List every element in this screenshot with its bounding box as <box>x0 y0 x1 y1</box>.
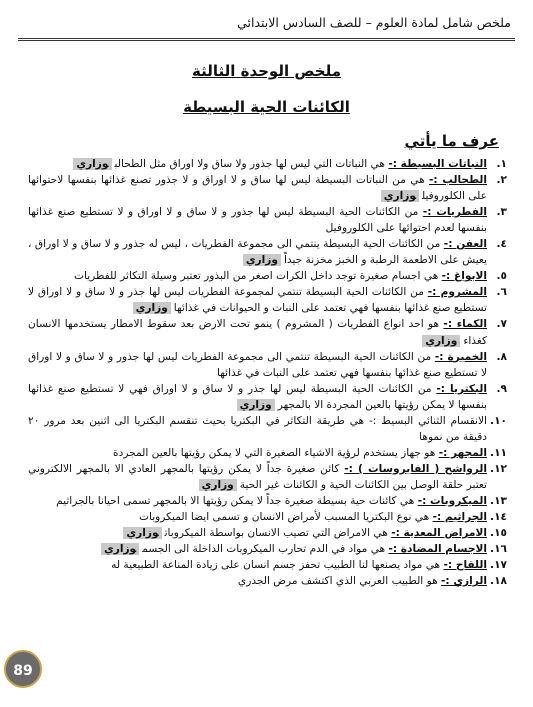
item-term: الاجسام المضادة :- <box>388 543 487 556</box>
topic-title: الكائنات الحية البسيطة <box>183 98 350 116</box>
ministerial-badge: وزاري <box>133 302 171 314</box>
item-term: المجهر :- <box>438 446 487 459</box>
list-item <box>28 509 507 525</box>
item-definition: الانقسام الثنائي البسيط :- هي طريقة التكاثر في البكتريا بحيث تنقسم البكتريا الى اثنين بعد مرور ٢٠ دقيقة من نموها <box>28 414 487 443</box>
list-item <box>28 156 507 172</box>
section-heading: عرف ما يأتي <box>404 132 499 150</box>
ministerial-badge: وزاري <box>123 527 161 539</box>
item-term: الجراثيم :- <box>432 511 487 524</box>
item-number: ٧. <box>496 318 507 331</box>
item-number: ٦. <box>496 286 507 299</box>
item-number: ١٥. <box>490 527 507 540</box>
item-number: ٢. <box>496 174 507 187</box>
item-number: ١٠. <box>490 414 507 427</box>
ministerial-badge: وزاري <box>422 335 460 347</box>
page-header: ملخص شامل لمادة العلوم – للصف السادس الابتدائي <box>18 8 515 41</box>
list-item <box>28 445 507 461</box>
item-number: ٣. <box>496 206 507 219</box>
item-term: الفطريات :- <box>422 206 487 219</box>
ministerial-badge: وزاري <box>237 399 275 411</box>
item-number: ١٣. <box>490 494 507 507</box>
list-item <box>28 557 507 573</box>
item-number: ٤. <box>496 238 507 251</box>
list-item <box>28 268 507 284</box>
list-item <box>28 204 507 236</box>
item-definition: هي النباتات التي ليس لها جذور ولا ساق ولا اوراق مثل الطحالب <box>114 158 389 170</box>
item-number: ١٨. <box>490 575 507 588</box>
list-item <box>28 461 507 493</box>
item-number: ١. <box>496 158 507 170</box>
list-item <box>28 284 507 316</box>
item-definition: من الكائنات الحية البسيطة تنتمي لمجموعة الفطريات ليس لها جذر و لا ساق و لا اوراق لا تستطيع صنع غذائها بنفسها فهي تعتمد على النبات و الحيوانات في غذائها <box>28 286 487 315</box>
item-definition: من الكائنات الحية البسيطة ليس لها جذر و لا ساق و لا اوراق فهي لا تستطيع صنع غذائها بنفسها لا يمكن رؤيتها بالعين المجردة الا بالمجهر <box>28 382 487 411</box>
ministerial-badge: وزاري <box>199 479 237 491</box>
item-term: الرواشح ( الفايروسات ) :- <box>344 462 487 475</box>
item-number: ١١. <box>490 446 507 459</box>
item-definition: هي كائنات حية بسيطة صغيرة جداً لا يمكن رؤيتها الا بالمجهر تسمى احيانا بالجراثيم <box>56 494 418 507</box>
item-definition: هي اجسام صغيرة توجد داخل الكرات اصغر من البذور تعتبر وسيلة التكاثر للفطريات <box>74 270 442 283</box>
item-definition: من الكائنات الحية البسيطة تنتمي الى مجموعة الفطريات ليس لها جذور و لا ساق و لا اوراق لا تستطيع صنع غذائها بنفسها فهي تعتمد على النبات في غذائها <box>28 350 487 379</box>
list-item <box>28 541 507 557</box>
item-definition: هي من النباتات البسيطة ليس لها ساق و لا اوراق و لا جذور تصنع غذائها بنفسها لاحتوائها على الكلوروفيل <box>28 174 487 203</box>
definitions-list <box>28 156 507 589</box>
item-term: الابواغ :- <box>441 270 487 283</box>
list-item <box>28 525 507 541</box>
item-definition: هي مواد في الدم تحارب الميكروبات الداخلة الى الجسم <box>142 543 389 556</box>
item-term: البكتريا :- <box>436 382 487 395</box>
item-number: ١٢. <box>490 462 507 475</box>
item-term: الخميرة :- <box>434 350 487 363</box>
unit-title: ملخص الوحدة الثالثة <box>191 62 342 80</box>
list-item <box>28 349 507 381</box>
item-number: ٥. <box>496 270 507 283</box>
item-term: الطحالب :- <box>428 174 487 187</box>
list-item <box>28 493 507 509</box>
item-term: الرازي :- <box>441 575 487 588</box>
list-item <box>28 316 507 348</box>
item-term: المشروم :- <box>427 286 487 299</box>
item-term: النباتات البسيطة :- <box>388 158 487 170</box>
item-term: الميكروبات :- <box>417 494 487 507</box>
item-definition: كائن صغيرة جداً لا يمكن رؤيتها بالمجهر العادي الا بالمجهر الالكتروني تعتبر حلقة الوصل بين الكائنات الحية و الكائنات غير الحية <box>28 462 487 491</box>
item-term: الكماء :- <box>443 318 487 331</box>
item-number: ٨. <box>496 350 507 363</box>
ministerial-badge: وزاري <box>243 254 281 266</box>
item-definition: من الكائنات الحية البسيطة ليس لها جذور و لا ساق و لا اوراق و لا تستطيع صنع غذائها بنفسها لعدم احتوائها على الكلوروفيل <box>28 206 487 235</box>
page-number-badge: 89 <box>4 650 42 688</box>
item-definition: هي مواد يصنعها لنا الطبيب تحفز جسم انسان على زيادة المناعة الطبيعية له <box>111 559 444 572</box>
list-item <box>28 172 507 204</box>
item-definition: هي الامراض التي تصيب الانسان بواسطة الميكروبات <box>164 527 392 540</box>
list-item <box>28 381 507 413</box>
item-definition: هو احد انواع الفطريات ( المشروم ) ينمو تحت الارض بعد سقوط الامطار يستخدمها الانسان كغذاء <box>28 318 487 347</box>
item-number: ١٦. <box>490 543 507 556</box>
item-definition: هو الطبيب العربي الذي اكتشف مرض الجدري <box>237 575 442 588</box>
list-item <box>28 573 507 589</box>
item-definition: هو جهاز يستخدم لرؤية الاشياء الصغيرة التي لا يمكن رؤيتها بالعين المجردة <box>113 446 439 459</box>
item-definition: من الكائنات الحية البسيطة ينتمي الى مجموعة الفطريات ، ليس له جذور و لا ساق و لا اوراق ، يعيش على الاطعمة الرطبة و الخبز مخزنة جيداً <box>28 238 487 267</box>
item-definition: هي نوع البكتريا المسبب لأمراض الانسان و تسمى ايضا الميكروبات <box>139 511 433 524</box>
item-number: ١٧. <box>490 559 507 572</box>
item-term: اللقاح :- <box>443 559 487 572</box>
list-item <box>28 413 507 445</box>
list-item <box>28 236 507 268</box>
ministerial-badge: وزاري <box>381 190 419 202</box>
item-term: الامراض المعدية :- <box>391 527 487 540</box>
item-number: ١٤. <box>490 511 507 524</box>
item-number: ٩. <box>496 382 507 395</box>
ministerial-badge: وزاري <box>101 543 139 555</box>
ministerial-badge: وزاري <box>73 158 111 170</box>
item-term: العفن :- <box>443 238 488 251</box>
